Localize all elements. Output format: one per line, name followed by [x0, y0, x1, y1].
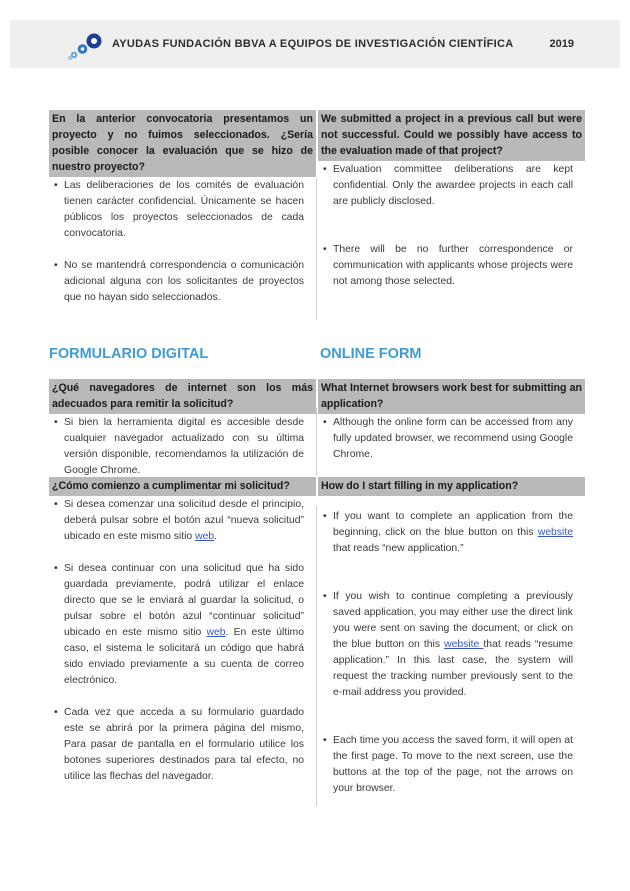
question-box: What Internet browsers work best for submitting an application? [318, 379, 585, 414]
web-link[interactable]: web [195, 531, 215, 542]
section-title-right: ONLINE FORM [320, 346, 422, 362]
faq3-right [318, 477, 585, 797]
answer-text: Si desea comenzar una solicitud desde el principio, deberá pulsar sobre el botón azul “nueva solicitud” ubicado en este mismo sitio [64, 499, 304, 542]
website-link[interactable]: website [444, 639, 484, 650]
answer-text: that reads “resume application.” In this last case, the system will request the tracking number previously sent to the e-mail address you provided. [333, 639, 573, 698]
answer-list [318, 509, 585, 797]
list-item [61, 497, 304, 545]
faq1-left [49, 110, 316, 306]
question-box: How do I start filling in my application? [318, 477, 585, 496]
column-divider [316, 506, 317, 806]
web-link[interactable]: web [206, 627, 226, 638]
list-item: • Cada vez que acceda a su formulario guardado este se abrirá por la primera página del mismo, Para pasar de pantalla en el formulario utilice los botones superiores destinados para tal efecto, no utilice las flechas del navegador. [61, 705, 304, 785]
list-item: • No se mantendrá correspondencia o comunicación adicional alguna con los solicitantes de proyectos que no hayan sido seleccionados. [61, 258, 304, 306]
answer-text: . [214, 531, 218, 542]
answer-list [49, 497, 316, 785]
list-item [330, 589, 573, 701]
question-box: We submitted a project in a previous call but were not successful. Could we possibly have access to the evaluation made of that project? [318, 110, 585, 161]
faq2-left [49, 379, 316, 479]
page-header [10, 20, 620, 68]
question-box: ¿Qué navegadores de internet son los más adecuados para remitir la solicitud? [49, 379, 316, 414]
question-box: En la anterior convocatoria presentamos un proyecto y no fuimos seleccionados. ¿Sería posible conocer la evaluación que se hizo de nuestro proyecto? [49, 110, 316, 177]
column-divider [316, 178, 317, 320]
column-divider [316, 408, 317, 476]
answer-list [318, 162, 585, 290]
list-item: • Although the online form can be accessed from any fully updated browser, we recommend using Google Chrome. [330, 415, 573, 463]
list-item: • Evaluation committee deliberations are kept confidential. Only the awardee projects in each call are publicly disclosed. [330, 162, 573, 210]
faq3-left [49, 477, 316, 785]
fundacion-bbva-logo-icon [64, 32, 106, 60]
answer-text: . En este último caso, el sistema le solicitará un código que habrá sido enviado previamente a su cuenta de correo electrónico. [64, 627, 304, 686]
answer-list [49, 415, 316, 479]
header-title: AYUDAS FUNDACIÓN BBVA A EQUIPOS DE INVESTIGACIÓN CIENTÍFICA [112, 38, 514, 50]
answer-text: Si desea continuar con una solicitud que ha sido guardada previamente, podrá utilizar el enlace directo que se le enviará al guardar la solicitud, o pulsar sobre el botón azul “continuar solicitud” ubicado en este mismo sitio [64, 563, 304, 638]
list-item: • Each time you access the saved form, it will open at the first page. To move to the next screen, use the buttons at the top of the page, not the arrows on your browser. [330, 733, 573, 797]
answer-text: that reads “new application.” [333, 543, 464, 554]
answer-text: If you wish to continue completing a previously saved application, you may either use the direct link you were sent on saving the document, or click on the blue button on this [333, 591, 573, 650]
section-title-left: FORMULARIO DIGITAL [49, 346, 209, 362]
answer-text: If you want to complete an application from the beginning, click on the blue button on this [333, 511, 573, 538]
list-item [330, 509, 573, 557]
list-item: • Si bien la herramienta digital es accesible desde cualquier navegador actualizado con su última versión disponible, recomendamos la utilización de Google Chrome. [61, 415, 304, 479]
list-item [61, 561, 304, 689]
list-item: • Las deliberaciones de los comités de evaluación tienen carácter confidencial. Únicamente se hacen públicos los proyectos seleccionados de cada convocatoria. [61, 178, 304, 242]
question-box: ¿Cómo comienzo a cumplimentar mi solicitud? [49, 477, 316, 496]
answer-list [49, 178, 316, 306]
website-link[interactable]: website [537, 527, 573, 538]
list-item: • There will be no further correspondence or communication with applicants whose projects were not among those selected. [330, 242, 573, 290]
header-year: 2019 [549, 38, 574, 50]
answer-list [318, 415, 585, 463]
faq1-right [318, 110, 585, 290]
faq2-right [318, 379, 585, 463]
